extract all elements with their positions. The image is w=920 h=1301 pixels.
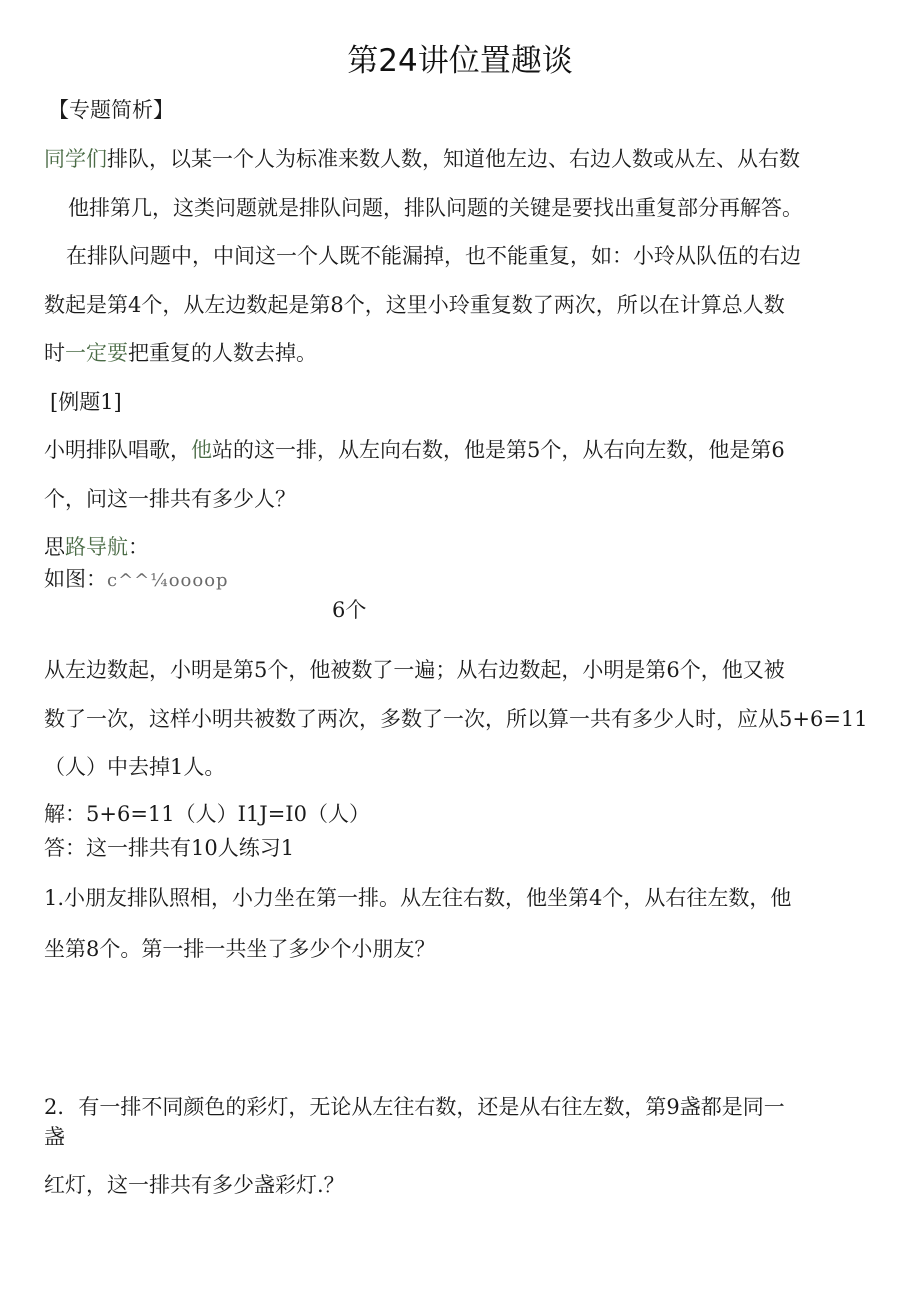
example1-question-line-2: 个，问这一排共有多少人？ — [44, 487, 296, 511]
practice-q2-line-1: 2．有一排不同颜色的彩灯，无论从左往右数，还是从右往左数，第9盏都是同一 — [44, 1095, 785, 1119]
example1-q-part-b: 站的这一排，从左向右数，他是第5个，从右向左数，他是第6 — [212, 438, 785, 462]
hint-label-b: ： — [128, 535, 149, 559]
explanation-line-3: （人）中去掉1人。 — [44, 755, 226, 779]
section-heading: 【专题简析】 — [48, 98, 174, 122]
hint-label-a: 思 — [44, 535, 65, 559]
intro-paragraph-2-line-1: 在排队问题中，中间这一个人既不能漏掉，也不能重复，如：小玲从队伍的右边 — [66, 244, 801, 268]
example1-label: [例题1] — [50, 390, 122, 414]
practice-q2-line-3: 红灯，这一排共有多少盏彩灯.？ — [44, 1173, 345, 1197]
practice-q1-line-2: 坐第8个。第一排一共坐了多少个小朋友？ — [44, 937, 436, 961]
intro-paragraph-3 — [44, 339, 317, 367]
intro-highlight-tongxuemen: 同学们 — [44, 147, 107, 171]
intro-paragraph-1-line-2: 他排第几，这类问题就是排队问题，排队问题的关键是要找出重复部分再解答。 — [68, 196, 803, 220]
figure-row — [44, 565, 229, 595]
hint-label-highlight: 路导航 — [65, 535, 128, 559]
solution-line: 解：5+6=11（人）I1J=I0（人） — [44, 802, 370, 826]
example1-q-part-a: 小明排队唱歌， — [44, 438, 191, 462]
intro-p1-line1-text: 排队，以某一个人为标准来数人数，知道他左边、右边人数或从左、从右数 — [107, 147, 800, 171]
practice-q2-line-2: 盏 — [44, 1125, 65, 1149]
intro-p3-rest: 把重复的人数去掉。 — [128, 341, 317, 365]
explanation-line-2: 数了一次，这样小明共被数了两次，多数了一次，所以算一共有多少人时，应从5+6=11 — [44, 707, 868, 731]
intro-p3-prefix: 时 — [44, 341, 65, 365]
explanation-line-1: 从左边数起，小明是第5个，他被数了一遍；从右边数起，小明是第6个，他又被 — [44, 658, 785, 682]
page-title: 第24讲位置趣谈 — [347, 43, 573, 79]
hint-label — [44, 533, 149, 561]
intro-paragraph-2-line-2: 数起是第4个，从左边数起是第8个，这里小玲重复数了两次，所以在计算总人数 — [44, 293, 785, 317]
example1-question-line-1 — [44, 436, 785, 464]
intro-highlight-yidingyao: 一定要 — [65, 341, 128, 365]
example1-highlight-ta: 他 — [191, 438, 212, 462]
queue-figure-glyphs: c^^¼oooop — [107, 570, 229, 591]
answer-line: 答：这一排共有10人练习1 — [44, 836, 295, 860]
figure-caption: 6个 — [332, 598, 367, 622]
practice-q1-line-1: 1.小朋友排队照相，小力坐在第一排。从左往右数，他坐第4个，从右往左数，他 — [44, 886, 792, 910]
intro-paragraph-1-line-1 — [44, 145, 884, 173]
figure-label: 如图： — [44, 567, 107, 591]
